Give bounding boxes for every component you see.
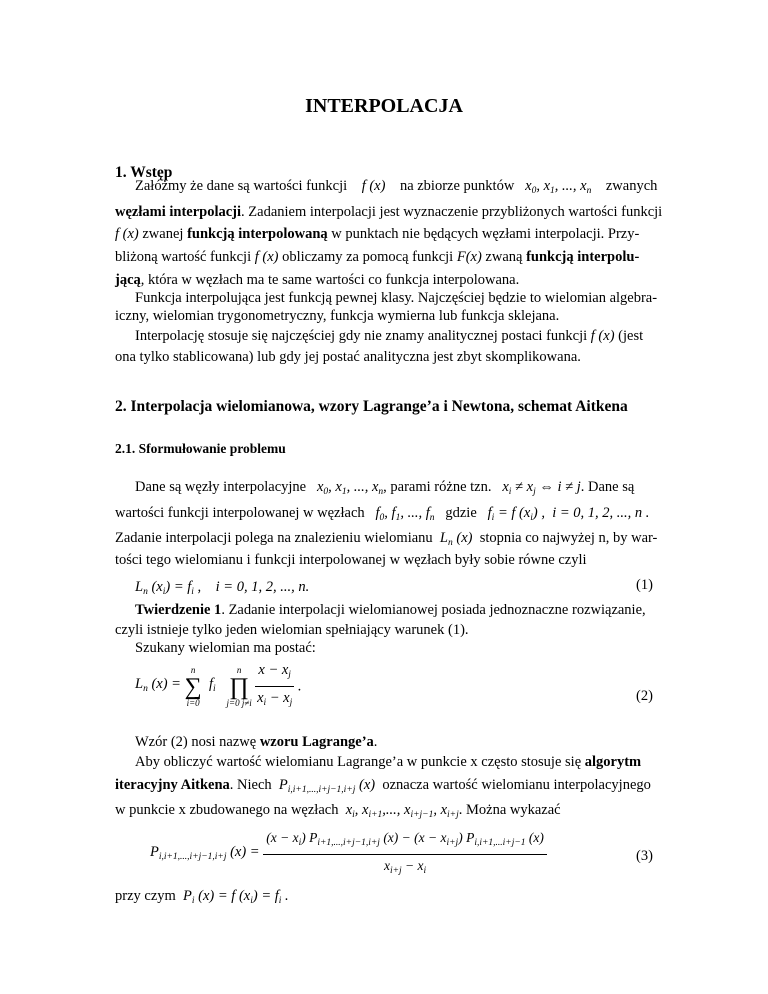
bold-term: wzoru Lagrange’a xyxy=(259,734,374,750)
text-span: Wzór (2) nosi nazwę xyxy=(135,734,260,750)
text-span: wartości funkcji interpolowanej w węzłach xyxy=(115,505,365,521)
text-span: . Można wykazać xyxy=(458,802,561,818)
section-2-heading: 2. Interpolacja wielomianowa, wzory Lagrange’a i Newtona, schemat Aitkena xyxy=(115,398,628,415)
eq3-fraction: $(x - x_i)$ $P_{i+1,...,i+j-1,i+j}$ $(x) - (x - x_{i+j})$ $P_{i,i+1,...i+j-1}$ (x) $x_{i+j} - x_i$ xyxy=(263,828,547,881)
aitken-line-3 xyxy=(115,800,561,825)
para-1-line-3 xyxy=(115,224,639,244)
text-span: Zadanie interpolacji polega na znalezieniu wielomianu xyxy=(115,530,433,546)
math-values: $f_0$, $f_1$, ..., $f_n$ xyxy=(375,505,435,523)
s2-line-2 xyxy=(115,503,649,528)
aitken-line-1 xyxy=(135,752,641,772)
para-1-line-4 xyxy=(115,247,639,267)
math-distinct: $x_i \ne x_j$ ⇔ i ≠ j xyxy=(502,479,581,497)
text-span: bliżoną wartość funkcji xyxy=(115,249,255,265)
para-3-line-2: ona tylko stablicowana) lub gdy jej postać analityczna jest zbyt skomplikowana. xyxy=(115,349,581,365)
lagrange-line xyxy=(135,732,377,752)
text-span: w punkcie x zbudowanego na węzłach xyxy=(115,802,339,818)
math-nodes: $x_0$, $x_1$, ..., $x_n$ xyxy=(316,479,384,497)
theorem-1-line-1 xyxy=(135,600,646,620)
para-3-line-1 xyxy=(135,326,643,346)
text-span: . Dane są xyxy=(580,479,635,495)
text-span: Dane są węzły interpolacyjne xyxy=(135,479,307,495)
eq3-lhs: $P_{i,i+1,...,i+j-1,i+j}$ (x) = xyxy=(150,844,264,862)
equation-2-number: (2) xyxy=(636,688,653,704)
math-Fx: F(x) xyxy=(456,249,482,265)
math-fx: f (x) xyxy=(115,226,139,242)
para-2-line-2: iczny, wielomian trygonometryczny, funkcja wymierna lub funkcja sklejana. xyxy=(115,308,560,324)
section-1-heading: 1. Wstęp xyxy=(115,164,173,181)
text-span: w punktach nie będących węzłami interpolacji. Przy- xyxy=(327,226,640,242)
subsection-2-1-heading: 2.1. Sformułowanie problemu xyxy=(115,441,286,456)
equation-1 xyxy=(135,577,309,602)
text-span: , która w węzłach ma te same wartości co funkcja interpolowana. xyxy=(140,272,520,288)
text-span: zwanych xyxy=(605,178,658,194)
bold-term: jącą xyxy=(115,272,141,288)
eq2-fi: $f_i$ xyxy=(205,676,216,694)
eq1-range: i = 0, 1, 2, ..., n. xyxy=(215,579,310,595)
text-span: przy czym xyxy=(115,888,176,904)
equation-3-number: (3) xyxy=(636,848,653,864)
text-span: , parami różne tzn. xyxy=(383,479,492,495)
equation-2: $L_n$ (x) = n ∑ i=0 $f_i$ n ∏ j=0 j≠i $\frac{x - x_j}{x_i - x_j}$ . xyxy=(135,660,301,713)
text-span: Aby obliczyć wartość wielomianu Lagrange’a w punkcie x często stosuje się xyxy=(135,754,585,770)
last-line xyxy=(115,886,289,911)
text-span: . Zadanie interpolacji wielomianowej posiada jednoznaczne rozwiązanie, xyxy=(221,602,646,618)
equation-3 xyxy=(150,828,547,881)
aitken-line-2 xyxy=(115,775,651,800)
text-span: oznacza wartość wielomianu interpolacyjnego xyxy=(382,777,651,793)
math-nodes-ij: $x_i$, $x_{i+1}$,..., $x_{i+j-1}$, $x_{i+j}$ xyxy=(345,802,459,820)
para-1-line-5 xyxy=(115,270,519,290)
bold-term: węzłami interpolacji xyxy=(115,204,242,220)
text-span: Załóżmy że dane są wartości funkcji xyxy=(135,178,348,194)
theorem-1-line-2: czyli istnieje tylko jeden wielomian spełniający warunek (1). xyxy=(115,622,469,638)
text-span: obliczamy za pomocą funkcji xyxy=(278,249,457,265)
math-Pij: $P_{i,i+1,...,i+j-1,i+j}$ (x) xyxy=(278,777,376,795)
text-span: stopnia co najwyżej n, by war- xyxy=(479,530,658,546)
math-fx: f (x) xyxy=(590,328,615,344)
text-span: . Niech xyxy=(229,777,272,793)
s2-line-4: tości tego wielomianu i funkcji interpolowanej w węzłach były sobie równe czyli xyxy=(115,552,587,568)
math-fi-def: $f_i = f$ $(x_i)$ , i = 0, 1, 2, ..., n . xyxy=(487,505,650,523)
eq2-lhs: $L_n$ (x) = xyxy=(135,676,185,694)
text-span: . xyxy=(373,734,378,750)
para-2-line-1: Funkcja interpolująca jest funkcją pewnej klasy. Najczęściej będzie to wielomian algebra- xyxy=(135,290,658,306)
product-symbol: n ∏ j=0 j≠i xyxy=(226,664,252,708)
math-Pi-def: $P_i$ (x) = f $(x_i) = f_i$ . xyxy=(183,888,289,906)
math-Lnx: $L_n$ (x) xyxy=(439,530,473,548)
s2-line-1 xyxy=(135,477,634,502)
text-span: zwanej xyxy=(138,226,188,242)
text-span: Interpolację stosuje się najczęściej gdy nie znamy analitycznej postaci funkcji xyxy=(135,328,591,344)
text-span: na zbiorze punktów xyxy=(399,178,515,194)
para-1-line-2 xyxy=(115,202,662,222)
para-1-line-1 xyxy=(115,176,657,201)
math-points: $x_0$, $x_1$, ..., $x_n$ xyxy=(525,178,592,196)
bold-term: algorytm xyxy=(584,754,642,770)
text-span: zwaną xyxy=(481,249,527,265)
math-fx: f (x) xyxy=(254,249,279,265)
math-fx: f (x) xyxy=(361,178,386,194)
search-line: Szukany wielomian ma postać: xyxy=(135,640,316,656)
text-span: (jest xyxy=(614,328,644,344)
theorem-label: Twierdzenie 1 xyxy=(135,602,222,618)
page-title: INTERPOLACJA xyxy=(305,95,463,117)
bold-term: iteracyjny Aitkena xyxy=(115,777,230,793)
equation-1-number: (1) xyxy=(636,577,653,593)
text-span: gdzie xyxy=(445,505,477,521)
bold-term: funkcją interpolowaną xyxy=(187,226,328,242)
eq1-lhs: $L_n$ $(x_i) = f_i$ , xyxy=(135,579,202,597)
text-span: . Zadaniem interpolacji jest wyznaczenie przybliżonych wartości funkcji xyxy=(241,204,663,220)
bold-term: funkcją interpolu- xyxy=(526,249,640,265)
eq2-fraction: $\frac{x - x_j}{x_i - x_j}$ xyxy=(257,662,293,708)
sum-symbol: n ∑ i=0 xyxy=(184,664,202,708)
